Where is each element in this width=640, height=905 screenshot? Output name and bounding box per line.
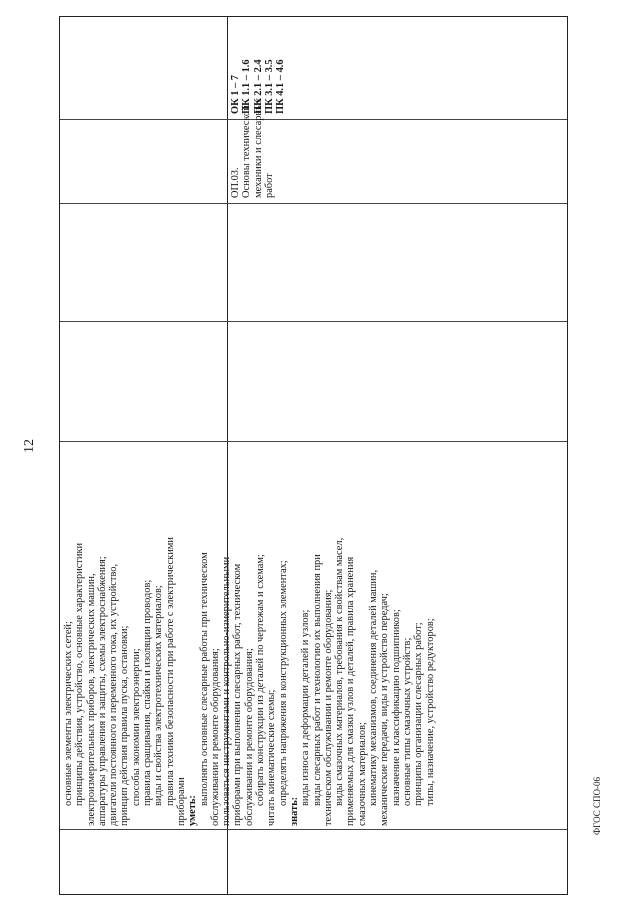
content-line: электроизмерительных приборов, электрических машин, xyxy=(85,573,97,826)
competence-code: ПК 3.1 – 3.5 xyxy=(263,59,275,114)
content-line: смазочных материалов; xyxy=(356,722,368,826)
content-line: виды смазочных материалов, требования к свойствам масел, xyxy=(334,537,346,806)
competence-code: ПК 2.1 – 2.4 xyxy=(252,59,264,114)
competence-code: ПК 1.1 – 1.6 xyxy=(241,59,253,114)
content-line: назначение и классификацию подшипников; xyxy=(390,609,402,806)
discipline-line: ОП.03. xyxy=(230,167,241,198)
content-line: приборами xyxy=(175,777,187,826)
discipline-line: Основы технической xyxy=(241,105,253,198)
column-divider xyxy=(60,203,567,204)
competences-cell xyxy=(227,16,327,118)
content-line: двигатели постоянного и переменного тока, их устройство, xyxy=(108,563,120,826)
content-line: типы, назначение, устройство редукторов; xyxy=(424,618,436,806)
standards-table xyxy=(59,16,568,895)
section-heading: знать: xyxy=(288,796,300,826)
discipline-line: механики и слесарных xyxy=(252,97,264,198)
content-line: виды слесарных работ и технологию их выполнения при xyxy=(311,554,323,806)
content-line: собирать конструкции из деталей по чертежам и схемам; xyxy=(255,554,267,806)
content-line: правила сращивания, спайки и изоляции проводов; xyxy=(142,579,154,806)
content-line: принципы действия, устройство, основные характеристики xyxy=(74,542,86,806)
content-line: аппаратуры управления и защиты, схемы электроснабжения; xyxy=(96,556,108,826)
content-line: правила техники безопасности при работе с электрическими xyxy=(164,537,176,806)
column-divider xyxy=(60,321,567,322)
content-line: способы экономии электроэнергии; xyxy=(130,648,142,806)
content-line: механические передачи, виды и устройство передач; xyxy=(379,593,391,826)
content-line: техническом обслуживании и ремонте оборудования; xyxy=(322,589,334,826)
content-cell xyxy=(60,442,569,830)
content-line: применяемых для смазки узлов и деталей, правила хранения xyxy=(345,556,357,826)
discipline-cell xyxy=(227,97,407,202)
content-line: кинематику механизмов, соединения деталей машин, xyxy=(368,569,380,806)
content-line: пользоваться инструментами и контрольно-измерительными xyxy=(221,556,233,826)
section-heading: уметь: xyxy=(187,795,199,826)
content-line: принципы организации слесарных работ; xyxy=(413,622,425,806)
content-line: обслуживании и ремонте оборудования; xyxy=(209,648,221,826)
discipline-line: работ xyxy=(263,173,275,198)
content-line: обслуживании и ремонте оборудования; xyxy=(243,648,255,826)
content-line: виды износа и деформации деталей и узлов; xyxy=(300,609,312,806)
competence-code: ОК 1 – 7 xyxy=(230,75,241,114)
page-number: 12 xyxy=(22,439,37,453)
content-line: приборами при выполнении слесарных работ, техническом xyxy=(232,563,244,826)
competence-code: ПК 4.1 – 4.6 xyxy=(275,59,287,114)
content-line: определять напряжения в конструкционных элементах; xyxy=(277,560,289,806)
content-line: принцип действия правила пуска, остановки; xyxy=(119,625,131,826)
content-line: основные типы смазочных устройств; xyxy=(401,637,413,806)
content-line: выполнять основные слесарные работы при техническом xyxy=(198,552,210,806)
footer-label: ФГОС СПО-06 xyxy=(592,777,602,835)
content-line: основные элементы электрических сетей; xyxy=(63,621,74,806)
content-line: виды и свойства электротехнических материалов; xyxy=(153,585,165,806)
rotated-page xyxy=(0,5,640,905)
content-line: читать кинематические схемы; xyxy=(266,689,278,826)
